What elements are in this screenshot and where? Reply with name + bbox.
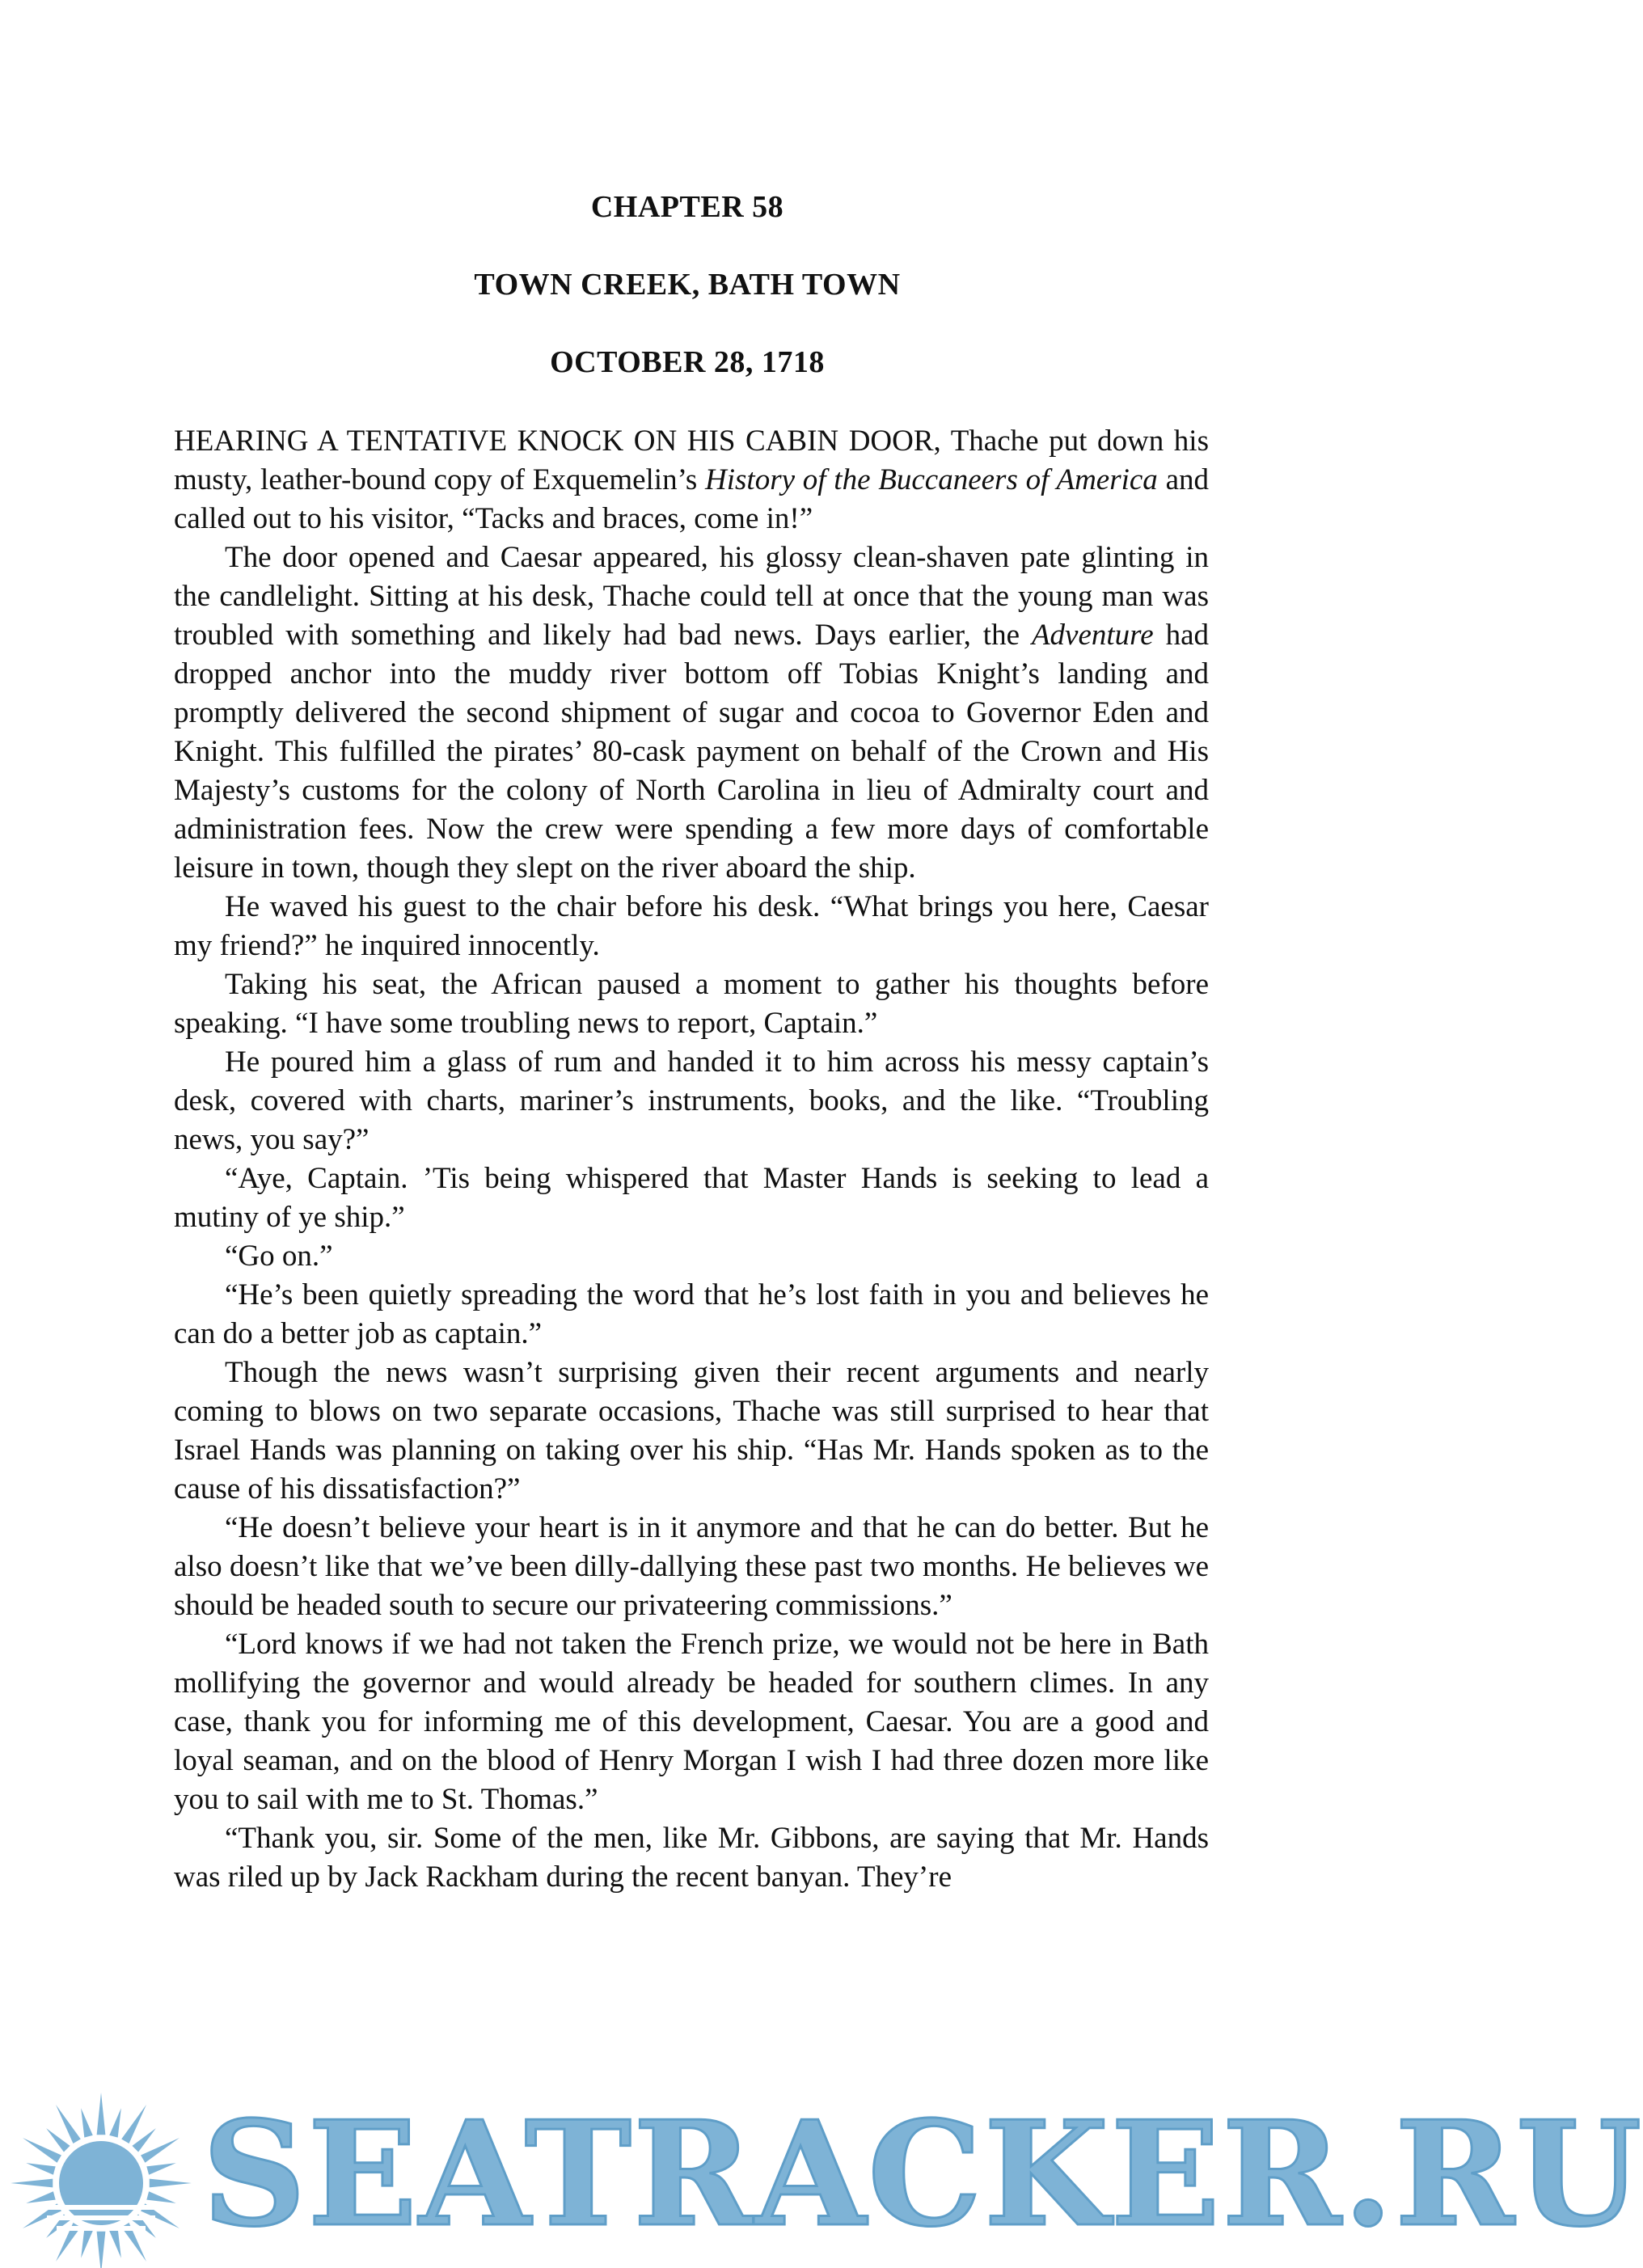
chapter-date: OCTOBER 28, 1718: [550, 345, 825, 379]
paragraph: [174, 1276, 1209, 1354]
text-segment: The door opened and Caesar appeared, his glossy clean-shaven pate glinting in the candlelight. Sitting at his desk, Thache could tell at once that the young man was troubled with something and likely had bad news. Days earlier, the: [174, 541, 1209, 652]
sun-ray: [146, 2191, 175, 2203]
text-segment: Taking his seat, the African paused a moment to gather his thoughts before speaking. “I have some troubling news to report, Captain.”: [174, 968, 1209, 1040]
sun-ray: [150, 2179, 192, 2188]
watermark-text: SEATRACKER.RU: [202, 2089, 1643, 2258]
sun-ray: [56, 2105, 81, 2143]
sun-ray: [81, 2228, 93, 2257]
sun-ray: [109, 2228, 121, 2257]
paragraph: [174, 1237, 1209, 1276]
sun-ray: [97, 2093, 106, 2135]
italic-title: History of the Buccaneers of America: [705, 463, 1158, 496]
chapter-body: [174, 422, 1209, 1897]
text-segment: “He’s been quietly spreading the word that he’s lost faith in you and believes he can do a better job as captain.”: [174, 1278, 1209, 1350]
sun-ray: [46, 2128, 70, 2152]
paragraph: [174, 965, 1209, 1043]
paragraph: [174, 422, 1209, 538]
sun-ray: [23, 2138, 61, 2163]
sun-ray: [141, 2138, 180, 2163]
paragraph: [174, 538, 1209, 888]
text-segment: He poured him a glass of rum and handed it to him across his messy captain’s desk, covered with charts, mariner’s instruments, books, and the like. “Troubling news, you say?”: [174, 1045, 1209, 1156]
text-segment: “Go on.”: [225, 1240, 333, 1273]
paragraph: [174, 1625, 1209, 1819]
sun-ray: [97, 2232, 106, 2268]
chapter-number: CHAPTER 58: [590, 190, 784, 224]
paragraph: [174, 1819, 1209, 1897]
text-segment: “He doesn’t believe your heart is in it anymore and that he can do better. But he also doesn’t like that we’ve been dilly-dallying these past two months. He believes we should be headed south to secure our privateering commissions.”: [174, 1511, 1209, 1622]
sun-ray: [109, 2108, 121, 2137]
sun-ray: [121, 2105, 146, 2143]
paragraph: [174, 888, 1209, 965]
sun-ray: [132, 2128, 155, 2152]
paragraph: [174, 1043, 1209, 1159]
text-segment: “Lord knows if we had not taken the French prize, we would not be here in Bath mollifying the governor and would already be headed for southern climes. In any case, thank you for informing me of this development, Caesar. You are a good and loyal seaman, and on the blood of Henry Morgan I wish I had three dozen more like you to sail with me to St. Thomas.”: [174, 1628, 1209, 1816]
text-segment: He waved his guest to the chair before his desk. “What brings you here, Caesar my friend?” he inquired innocently.: [174, 890, 1209, 962]
italic-title: Adventure: [1031, 619, 1154, 652]
sun-ray: [26, 2163, 55, 2175]
paragraph: [174, 1509, 1209, 1625]
paragraph: [174, 1354, 1209, 1509]
sun-ray: [11, 2179, 53, 2188]
sun-ray: [81, 2108, 93, 2137]
text-segment: had dropped anchor into the muddy river bottom off Tobias Knight’s landing and promptly delivered the second shipment of sugar and cocoa to Governor Eden and Knight. This fulfilled the pirates’ 80-cask payment on behalf of the Crown and His Majesty’s customs for the colony of North Carolina in lieu of Admiralty court and administration fees. Now the crew were spending a few more days of comfortable leisure in town, though they slept on the river aboard the ship.: [174, 619, 1209, 885]
sun-ray: [146, 2163, 175, 2175]
chapter-location: TOWN CREEK, BATH TOWN: [474, 268, 901, 302]
text-segment: HEARING A TENTATIVE KNOCK ON HIS CABIN DOOR, Thache put down his musty, leather-bound copy of Exquemelin’s: [174, 424, 1209, 496]
text-segment: and called out to his visitor, “Tacks and braces, come in!”: [174, 463, 1209, 535]
text-segment: Though the news wasn’t surprising given their recent arguments and nearly coming to blows on two separate occasions, Thache was still surprised to hear that Israel Hands was planning on taking over his ship. “Has Mr. Hands spoken as to the cause of his dissatisfaction?”: [174, 1356, 1209, 1506]
paragraph: [174, 1159, 1209, 1237]
sun-ray: [26, 2191, 55, 2203]
sun-icon: [8, 2082, 194, 2268]
text-segment: “Aye, Captain. ’Tis being whispered that Master Hands is seeking to lead a mutiny of ye ship.”: [174, 1162, 1209, 1234]
text-segment: “Thank you, sir. Some of the men, like Mr. Gibbons, are saying that Mr. Hands was riled up by Jack Rackham during the recent banyan. They’re: [174, 1822, 1209, 1894]
watermark: [0, 2066, 1643, 2264]
